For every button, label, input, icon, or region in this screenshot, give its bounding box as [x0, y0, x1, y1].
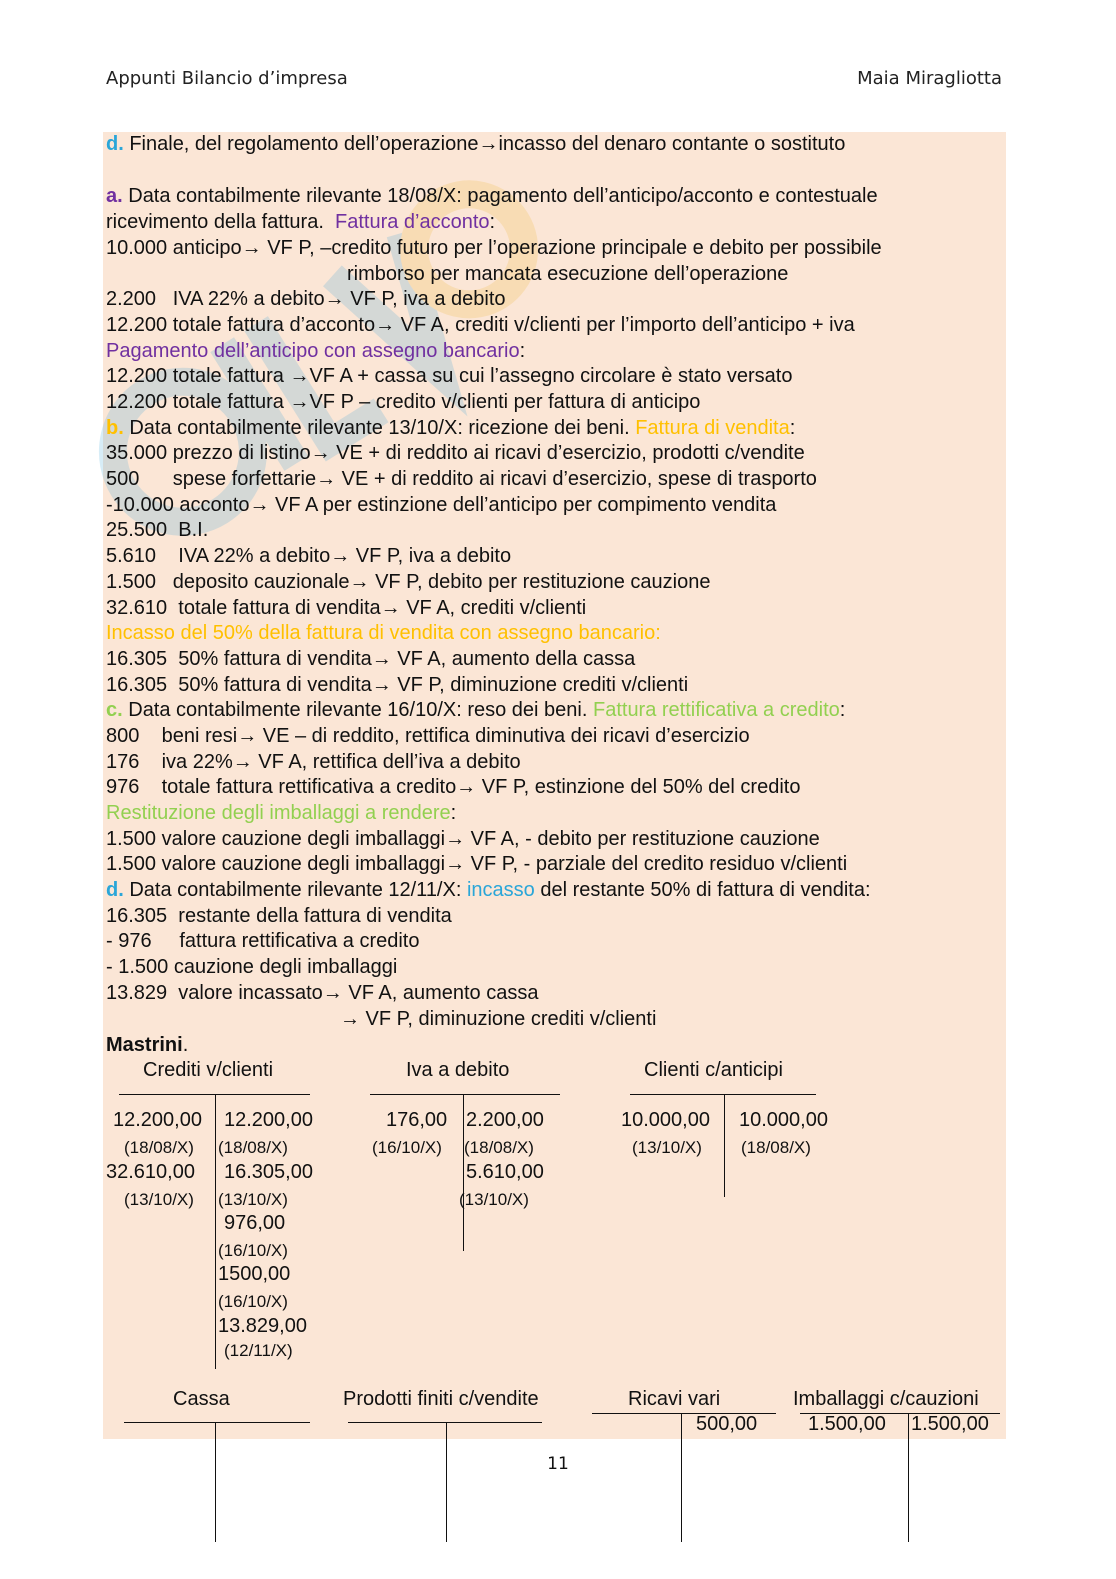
dare-amount: 176,00: [386, 1109, 448, 1131]
line-21: 16.305 50% fattura di vendita→ VF P, diminuzione crediti v/clienti: [106, 674, 689, 696]
line-13: 500 spese forfettarie→ VE + di reddito ai ricavi d’esercizio, spese di trasporto: [106, 468, 817, 490]
avere-date: (13/10/X): [459, 1190, 529, 1209]
line-17: 1.500 deposito cauzionale→ VF P, debito per restituzione cauzione: [106, 571, 711, 593]
avere-amount: 1.500,00: [911, 1413, 989, 1435]
account-title: Clienti c/anticipi: [644, 1059, 783, 1081]
account-center-rule: [446, 1422, 447, 1542]
avere-date: (16/10/X): [218, 1241, 288, 1260]
avere-date: (12/11/X): [224, 1341, 293, 1360]
line-6: 2.200 IVA 22% a debito→ VF P, iva a debito: [106, 288, 506, 310]
account-title: Imballaggi c/cauzioni: [793, 1388, 979, 1410]
header-left: Appunti Bilancio d’impresa: [106, 68, 348, 89]
avere-date: (18/08/X): [464, 1138, 534, 1157]
account-title: Cassa: [173, 1388, 230, 1410]
dare-date: (18/08/X): [124, 1138, 194, 1157]
avere-amount: 12.200,00: [224, 1109, 313, 1131]
account-top-rule: [370, 1094, 560, 1095]
mastrini-heading: Mastrini.: [106, 1034, 189, 1056]
avere-amount: 500,00: [696, 1413, 758, 1435]
line-22: c. Data contabilmente rilevante 16/10/X: reso dei beni. Fattura rettificativa a credito:: [106, 699, 846, 721]
dare-date: (13/10/X): [632, 1138, 702, 1157]
avere-amount: 16.305,00: [224, 1161, 313, 1183]
line-25: 976 totale fattura rettificativa a credito→ VF P, estinzione del 50% del credito: [106, 776, 801, 798]
line-30: 16.305 restante della fattura di vendita: [106, 905, 452, 927]
line-5: rimborso per mancata esecuzione dell’operazione: [347, 263, 789, 285]
dare-amount: 32.610,00: [106, 1161, 195, 1183]
line-10: 12.200 totale fattura →VF P – credito v/clienti per fattura di anticipo: [106, 391, 701, 413]
line-28: 1.500 valore cauzione degli imballaggi→ VF P, - parziale del credito residuo v/clienti: [106, 853, 848, 875]
avere-amount: 1500,00: [218, 1263, 291, 1285]
avere-amount: 976,00: [224, 1212, 286, 1234]
line-19: Incasso del 50% della fattura di vendita con assegno bancario:: [106, 622, 661, 644]
avere-amount: 13.829,00: [218, 1315, 307, 1337]
avere-amount: 2.200,00: [466, 1109, 544, 1131]
page-number: 11: [547, 1454, 569, 1474]
line-20: 16.305 50% fattura di vendita→ VF A, aumento della cassa: [106, 648, 636, 670]
line-18: 32.610 totale fattura di vendita→ VF A, crediti v/clienti: [106, 597, 587, 619]
account-center-rule: [215, 1422, 216, 1542]
line-11: b. Data contabilmente rilevante 13/10/X: ricezione dei beni. Fattura di vendita:: [106, 417, 796, 439]
line-26: Restituzione degli imballaggi a rendere:: [106, 802, 457, 824]
account-top-rule: [630, 1094, 816, 1095]
line-29: d. Data contabilmente rilevante 12/11/X: incasso del restante 50% di fattura di vendita:: [106, 879, 871, 901]
account-center-rule: [215, 1094, 216, 1369]
avere-date: (18/08/X): [218, 1138, 288, 1157]
dare-amount: 12.200,00: [113, 1109, 202, 1131]
line-34: → VF P, diminuzione crediti v/clienti: [340, 1008, 657, 1030]
line-23: 800 beni resi→ VE – di reddito, rettifica diminutiva dei ricavi d’esercizio: [106, 725, 750, 747]
avere-date: (18/08/X): [741, 1138, 811, 1157]
dare-date: (16/10/X): [372, 1138, 442, 1157]
dare-amount: 1.500,00: [808, 1413, 886, 1435]
line-32: - 1.500 cauzione degli imballaggi: [106, 956, 398, 978]
line-2: a. Data contabilmente rilevante 18/08/X: pagamento dell’anticipo/acconto e contestuale: [106, 185, 878, 207]
line-8: Pagamento dell’anticipo con assegno bancario:: [106, 340, 526, 362]
line-31: - 976 fattura rettificativa a credito: [106, 930, 420, 952]
header-right: Maia Miragliotta: [857, 68, 1002, 89]
avere-date: (13/10/X): [218, 1190, 288, 1209]
account-top-rule: [124, 1422, 310, 1423]
dare-amount: 10.000,00: [621, 1109, 710, 1131]
line-12: 35.000 prezzo di listino→ VE + di reddito ai ricavi d’esercizio, prodotti c/vendite: [106, 442, 805, 464]
avere-amount: 10.000,00: [739, 1109, 828, 1131]
line-27: 1.500 valore cauzione degli imballaggi→ VF A, - debito per restituzione cauzione: [106, 828, 820, 850]
account-center-rule: [463, 1094, 464, 1251]
account-center-rule: [681, 1413, 682, 1542]
line-33: 13.829 valore incassato→ VF A, aumento cassa: [106, 982, 539, 1004]
line-9: 12.200 totale fattura →VF A + cassa su cui l’assegno circolare è stato versato: [106, 365, 793, 387]
account-title: Crediti v/clienti: [143, 1059, 274, 1081]
avere-date: (16/10/X): [218, 1292, 288, 1311]
line-16: 5.610 IVA 22% a debito→ VF P, iva a debito: [106, 545, 512, 567]
account-title: Ricavi vari: [628, 1388, 721, 1410]
account-title: Iva a debito: [406, 1059, 510, 1081]
line-7: 12.200 totale fattura d’acconto→ VF A, crediti v/clienti per l’importo dell’anticipo + iva: [106, 314, 855, 336]
line-14: -10.000 acconto→ VF A per estinzione dell’anticipo per compimento vendita: [106, 494, 777, 516]
account-center-rule: [908, 1413, 909, 1542]
avere-amount: 5.610,00: [466, 1161, 544, 1183]
account-title: Prodotti finiti c/vendite: [343, 1388, 539, 1410]
line-1: d. Finale, del regolamento dell’operazione→incasso del denaro contante o sostituto: [106, 133, 846, 155]
account-center-rule: [724, 1094, 725, 1197]
line-4: 10.000 anticipo→ VF P, –credito futuro per l’operazione principale e debito per possibile: [106, 237, 882, 259]
line-24: 176 iva 22%→ VF A, rettifica dell’iva a debito: [106, 751, 521, 773]
line-15: 25.500 B.I.: [106, 519, 209, 541]
dare-date: (13/10/X): [124, 1190, 194, 1209]
line-3: ricevimento della fattura. Fattura d’acconto:: [106, 211, 496, 233]
account-top-rule: [348, 1422, 542, 1423]
